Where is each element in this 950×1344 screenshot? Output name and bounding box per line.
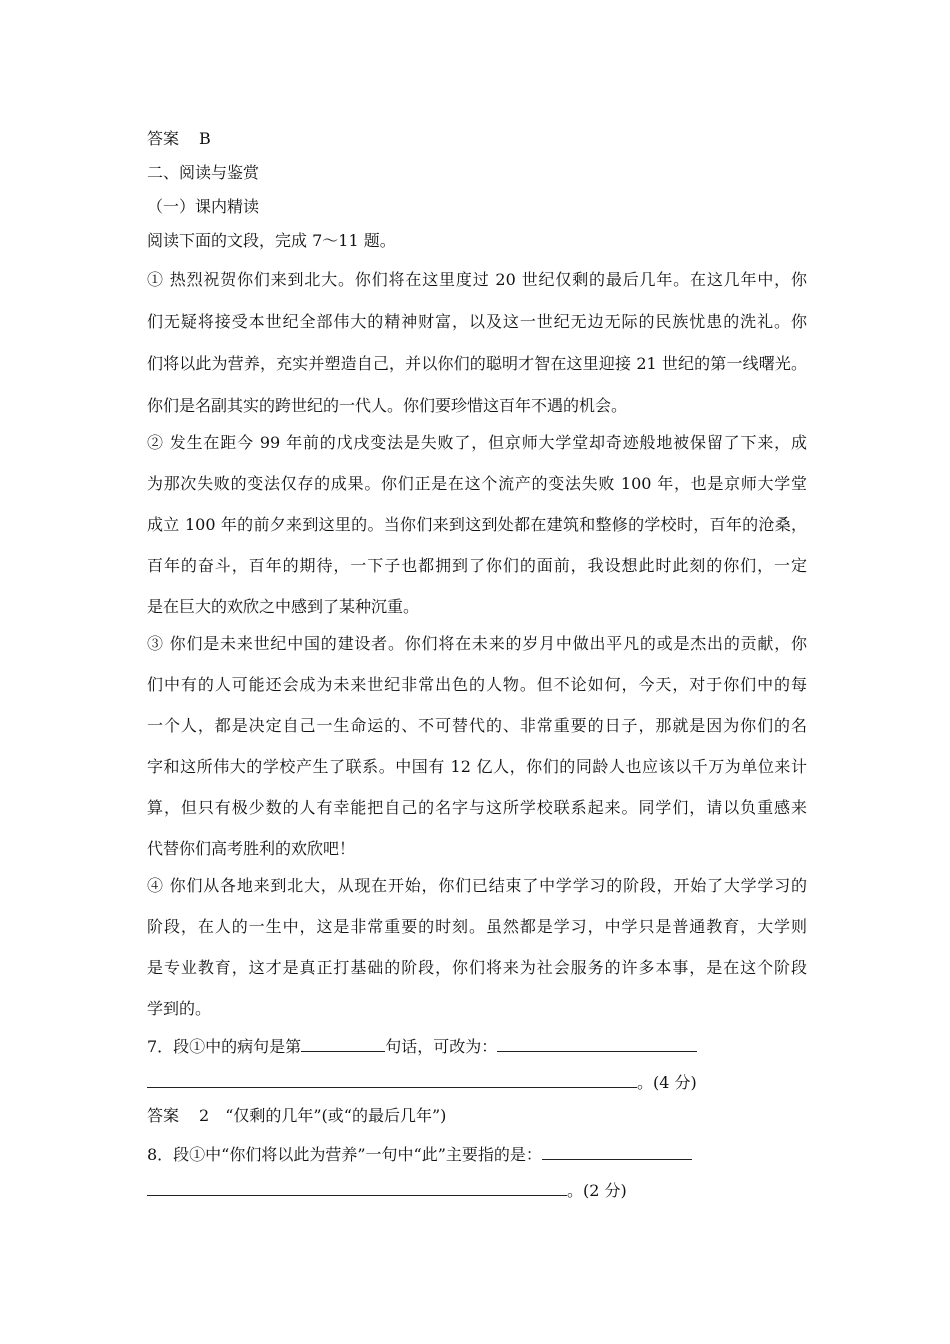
paragraph-4-line: 是专业教育，这才是真正打基础的阶段，你们将来为社会服务的许多本事，是在这个阶段 — [147, 958, 807, 977]
answer-line-7 — [147, 1106, 446, 1126]
paragraph-2-line: 是在巨大的欢欣之中感到了某种沉重。 — [147, 597, 420, 616]
question-8 — [147, 1143, 692, 1165]
question-7-score: 。(4 分) — [637, 1073, 697, 1092]
paragraph-3-line: 代替你们高考胜利的欢欣吧！ — [147, 839, 356, 858]
question-8-blank[interactable] — [542, 1143, 692, 1160]
answer-value: B — [199, 129, 211, 148]
paragraph-2-line: 为那次失败的变法仅存的成果。你们正是在这个流产的变法失败 100 年，也是京师大学堂 — [147, 474, 807, 493]
reading-instruction: 阅读下面的文段，完成 7～11 题。 — [147, 231, 396, 250]
question-8-blank-cont[interactable] — [147, 1179, 567, 1196]
question-7-middle: 句话，可改为： — [385, 1037, 498, 1056]
paragraph-3-line: 算，但只有极少数的人有幸能把自己的名字与这所学校联系起来。同学们，请以负重感来 — [147, 798, 807, 817]
section-heading: 二、阅读与鉴赏 — [147, 163, 260, 182]
question-7-blank-sentence[interactable] — [301, 1035, 385, 1052]
paragraph-4-line: 学到的。 — [147, 999, 212, 1018]
answer-value: 2 “仅剩的几年”(或“的最后几年”) — [199, 1106, 447, 1125]
paragraph-3-line: 一个人，都是决定自己一生命运的、不可替代的、非常重要的日子，那就是因为你们的名 — [147, 716, 807, 735]
paragraph-1-line: 们将以此为营养，充实并塑造自己，并以你们的聪明才智在这里迎接 21 世纪的第一线曙光。 — [147, 354, 807, 373]
question-7-blank-correction[interactable] — [497, 1035, 697, 1052]
paragraph-2-line: 成立 100 年的前夕来到这里的。当你们来到这到处都在建筑和整修的学校时，百年的沧桑， — [147, 515, 807, 534]
paragraph-1-line: 们无疑将接受本世纪全部伟大的精神财富，以及这一世纪无边无际的民族忧患的洗礼。你 — [147, 312, 807, 331]
paragraph-3-line: ③ 你们是未来世纪中国的建设者。你们将在未来的岁月中做出平凡的或是杰出的贡献，你 — [147, 634, 807, 653]
answer-line-1 — [147, 129, 211, 149]
answer-label: 答案 — [147, 129, 180, 148]
paragraph-4-line: 阶段，在人的一生中，这是非常重要的时刻。虽然都是学习，中学只是普通教育，大学则 — [147, 917, 807, 936]
question-8-continuation — [147, 1179, 627, 1201]
paragraph-1-line: 你们是名副其实的跨世纪的一代人。你们要珍惜这百年不遇的机会。 — [147, 396, 628, 415]
question-7-continuation — [147, 1071, 697, 1093]
paragraph-4-line: ④ 你们从各地来到北大，从现在开始，你们已结束了中学学习的阶段，开始了大学学习的 — [147, 876, 807, 895]
paragraph-3-line: 字和这所伟大的学校产生了联系。中国有 12 亿人，你们的同龄人也应该以千万为单位来计 — [147, 757, 807, 776]
question-8-score: 。(2 分) — [567, 1181, 627, 1200]
question-7 — [147, 1035, 697, 1057]
paragraph-2-line: 百年的奋斗，百年的期待，一下子也都拥到了你们的面前，我设想此时此刻的你们，一定 — [147, 556, 807, 575]
paragraph-1-line: ① 热烈祝贺你们来到北大。你们将在这里度过 20 世纪仅剩的最后几年。在这几年中，你 — [147, 270, 807, 289]
subsection-heading: （一）课内精读 — [147, 197, 260, 216]
paragraph-3-line: 们中有的人可能还会成为未来世纪非常出色的人物。但不论如何，今天，对于你们中的每 — [147, 675, 807, 694]
question-8-prefix: 8．段①中“你们将以此为营养”一句中“此”主要指的是： — [147, 1145, 542, 1164]
question-7-prefix: 7．段①中的病句是第 — [147, 1037, 302, 1056]
question-7-blank-correction-cont[interactable] — [147, 1071, 637, 1088]
answer-label: 答案 — [147, 1106, 180, 1125]
paragraph-2-line: ② 发生在距今 99 年前的戊戌变法是失败了，但京师大学堂却奇迹般地被保留了下来，成 — [147, 433, 807, 452]
